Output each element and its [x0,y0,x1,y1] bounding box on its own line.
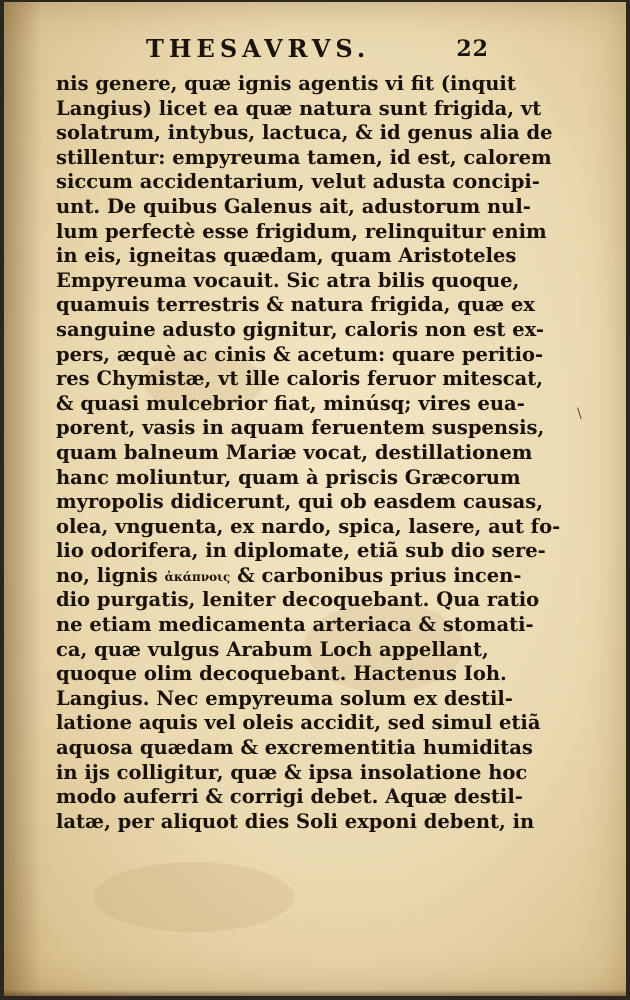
text-line: porent, vasis in aquam feruentem suspensis, [56,416,545,440]
text-line-with-greek [56,563,522,589]
text-line: lio odorifera, in diplomate, etiã sub dio sere- [56,539,546,563]
text-line: ne etiam medicamenta arteriaca & stomati- [56,613,534,637]
text-line: quoque olim decoquebant. Hactenus Ioh. [56,662,507,686]
text-line: nis genere, quæ ignis agentis vi fit (inquit [56,72,516,95]
text-line: aquosa quædam & excrementitia humiditas [56,736,533,760]
text-line: in eis, igneitas quædam, quam Aristoteles [56,244,517,268]
text-line: quam balneum Mariæ vocat, destillationem [56,440,533,464]
text-line: res Chymistæ, vt ille caloris feruor mitescat, [56,367,544,391]
body-text [56,72,561,834]
text-line: pers, æquè ac cinis & acetum: quare peritio- [56,342,544,366]
text-line: Empyreuma vocauit. Sic atra bilis quoque, [56,268,520,292]
text-line: sanguine adusto gignitur, caloris non est ex- [56,317,544,341]
text-line: in ijs colligitur, quæ & ipsa insolatione hoc [56,760,528,784]
text-line: dio purgatis, leniter decoquebant. Qua ratio [56,588,540,612]
text-line: Langius) licet ea quæ natura sunt frigida, vt [56,96,542,120]
page-number: 22 [456,36,489,62]
greek-word: ἀκάπνοις [164,569,231,584]
text-line: latione aquis vel oleis accidit, sed simul etiã [56,711,541,735]
text-line: modo auferri & corrigi debet. Aquæ destil- [56,785,523,809]
text-line: quamuis terrestris & natura frigida, quæ ex [56,293,535,317]
page-header [134,32,489,68]
book-page [4,2,626,996]
text-fragment: no, lignis [56,563,158,587]
text-line: solatrum, intybus, lactuca, & id genus alia de [56,121,553,145]
text-line: unt. De quibus Galenus ait, adustorum nul- [56,194,531,218]
text-line: latæ, per aliquot dies Soli exponi debent, in [56,809,535,833]
text-line: siccum accidentarium, velut adusta concipi- [56,170,540,194]
margin-mark: \ [577,406,582,422]
text-line: myropolis didicerunt, qui ob easdem causas, [56,490,544,514]
page-bottom-edge [4,990,626,996]
foxing-stain [94,862,294,932]
text-fragment: & carbonibus prius incen- [237,563,522,587]
running-title: THESAVRVS. [146,34,371,63]
spine-shadow [4,2,42,996]
text-line: Langius. Nec empyreuma solum ex destil- [56,686,513,710]
text-line: ca, quæ vulgus Arabum Loch appellant, [56,637,489,661]
text-line: lum perfectè esse frigidum, relinquitur enim [56,219,547,243]
text-line: olea, vnguenta, ex nardo, spica, lasere, aut fo- [56,514,561,538]
text-line: & quasi mulcebrior fiat, minúsq; vires eua- [56,391,525,415]
text-line: stillentur: empyreuma tamen, id est, calorem [56,145,552,169]
text-line: hanc moliuntur, quam à priscis Græcorum [56,465,521,489]
